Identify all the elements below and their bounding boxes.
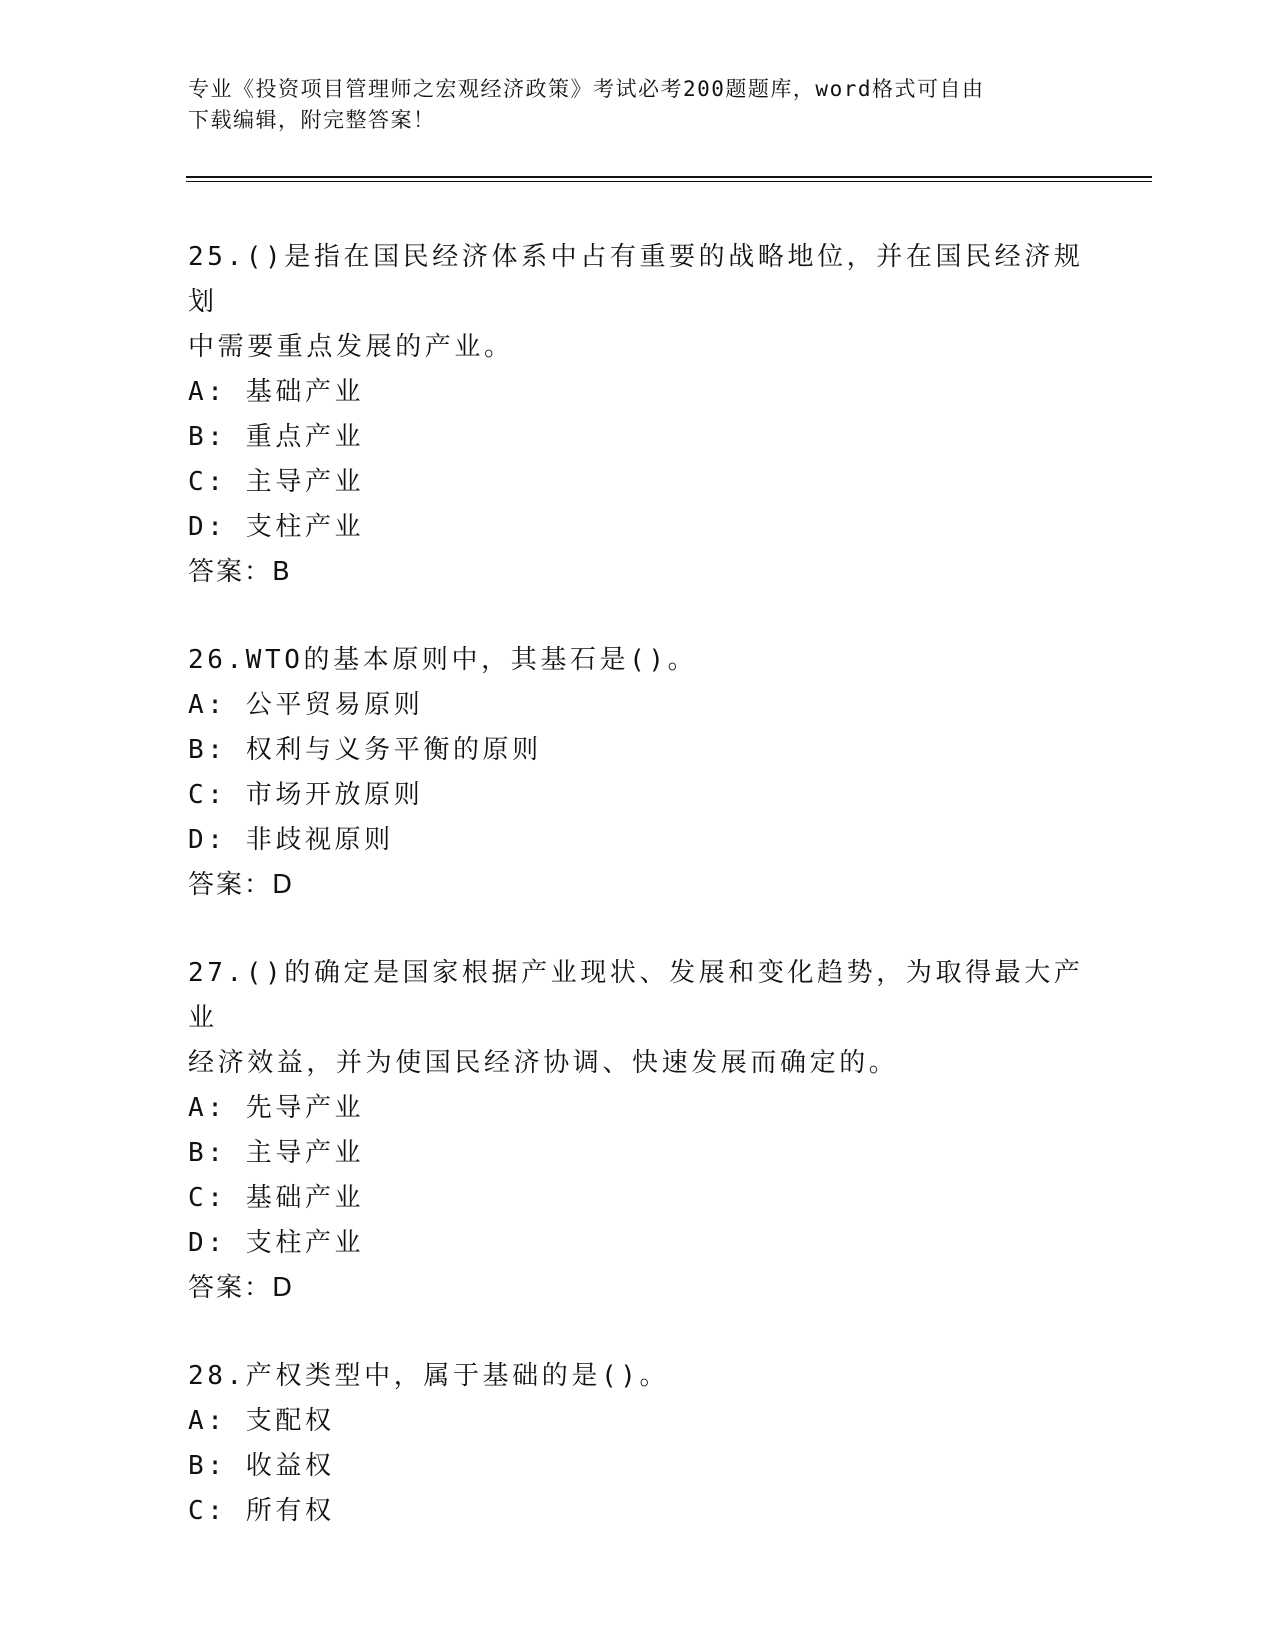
header-line-2: 下载编辑，附完整答案！ bbox=[188, 108, 436, 132]
answer: 答案：D bbox=[188, 1273, 295, 1303]
option-d: D: 支柱产业 bbox=[188, 1228, 365, 1258]
question-26 bbox=[188, 638, 1088, 908]
question-text bbox=[188, 951, 1088, 1086]
option-a: A: 基础产业 bbox=[188, 377, 365, 407]
option-b: B: 主导产业 bbox=[188, 1138, 365, 1168]
question-text-line: 28.产权类型中，属于基础的是()。 bbox=[188, 1361, 670, 1391]
answer: 答案：B bbox=[188, 557, 292, 587]
option-a: A: 公平贸易原则 bbox=[188, 690, 424, 720]
question-27 bbox=[188, 951, 1088, 1311]
option-c: C: 基础产业 bbox=[188, 1183, 365, 1213]
option-c: C: 主导产业 bbox=[188, 467, 365, 497]
option-c: C: 市场开放原则 bbox=[188, 780, 424, 810]
option-a: A: 先导产业 bbox=[188, 1093, 365, 1123]
question-text-line: 25.()是指在国民经济体系中占有重要的战略地位，并在国民经济规划 bbox=[188, 242, 1084, 317]
question-text-line: 27.()的确定是国家根据产业现状、发展和变化趋势，为取得最大产业 bbox=[188, 958, 1084, 1033]
header-divider-thick bbox=[186, 176, 1152, 178]
question-text bbox=[188, 638, 1088, 683]
question-text-line: 26.WTO的基本原则中，其基石是()。 bbox=[188, 645, 698, 675]
header-line-1: 专业《投资项目管理师之宏观经济政策》考试必考200题题库，word格式可自由 bbox=[188, 77, 985, 101]
option-b: B: 权利与义务平衡的原则 bbox=[188, 735, 542, 765]
option-b: B: 重点产业 bbox=[188, 422, 365, 452]
question-text bbox=[188, 1354, 1088, 1399]
option-d: D: 非歧视原则 bbox=[188, 825, 394, 855]
question-25 bbox=[188, 235, 1088, 595]
question-text-line: 经济效益，并为使国民经济协调、快速发展而确定的。 bbox=[188, 1048, 899, 1078]
option-c: C: 所有权 bbox=[188, 1496, 335, 1526]
question-text-line: 中需要重点发展的产业。 bbox=[188, 332, 514, 362]
question-28 bbox=[188, 1354, 1088, 1534]
header-divider-thin bbox=[186, 181, 1152, 182]
option-a: A: 支配权 bbox=[188, 1406, 335, 1436]
document-header bbox=[188, 74, 1088, 136]
option-d: D: 支柱产业 bbox=[188, 512, 365, 542]
question-list bbox=[188, 235, 1088, 1577]
option-b: B: 收益权 bbox=[188, 1451, 335, 1481]
answer: 答案：D bbox=[188, 870, 295, 900]
question-text bbox=[188, 235, 1088, 370]
